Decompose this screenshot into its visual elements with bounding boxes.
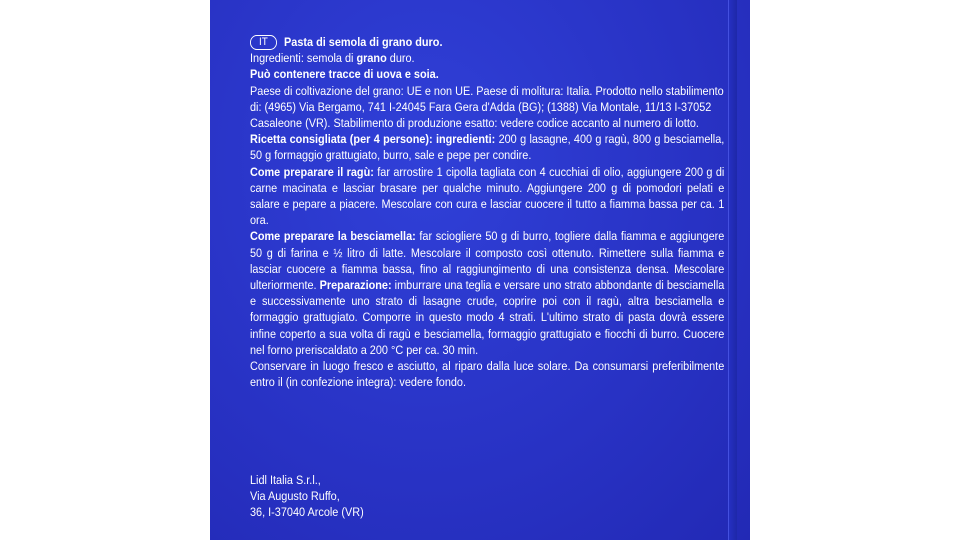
origin-paragraph: Paese di coltivazione del grano: UE e non UE. Paese di molitura: Italia. Prodotto nello stabilimento di: (4965) Via Bergamo, 741 I-24045 Fara Gera d'Adda (BG); (1388) Via Montale, 11/13 I-37052 Casaleone (VR). Stabilimento di produzione esatto: vedere codice accanto al numero di lotto. xyxy=(250,83,724,131)
preparation-heading: Preparazione: xyxy=(319,278,392,293)
preparation-body: imburrare una teglia e versare uno strato abbondante di besciamella e successivamente uno strato di lasagne crude, coprire poi con il ragù, altra besciamella e formaggio grattugiato. Comporre in questo modo 4 strati. L'ultimo strato di pasta dovrà essere infine coperto a sua volta di ragù e besciamella, formaggio grattugiato e fiocchi di burro. Cuocere nel forno preriscaldato a 200 °C per ca. 30 min. xyxy=(250,278,725,357)
besciamella-heading: Come preparare la besciamella: xyxy=(250,229,416,244)
ingredients-end: duro. xyxy=(386,51,415,66)
address-city: 36, I-37040 Arcole (VR) xyxy=(250,505,364,520)
company-name: Lidl Italia S.r.l., xyxy=(250,473,321,487)
storage-paragraph: Conservare in luogo fresco e asciutto, al riparo dalla luce solare. Da consumarsi preferibilmente entro il (in confezione integra): vedere fondo. xyxy=(250,359,725,390)
language-badge: IT xyxy=(250,35,277,50)
recipe-body: 200 g lasagne, 400 g ragù, 800 g besciamella, 50 g formaggio grattugiato, burro, sale e pepe per condire. xyxy=(250,132,725,163)
manufacturer-address xyxy=(250,472,364,521)
ragu-paragraph xyxy=(250,164,724,229)
ingredients-text: Ingredienti: semola di xyxy=(250,51,357,66)
allergen-grain: grano xyxy=(356,51,387,66)
title-line xyxy=(250,34,724,50)
ragu-body: far arrostire 1 cipolla tagliata con 4 cucchiai di olio, aggiungere 200 g di carne macinata e lasciar brasare per qualche minuto. Aggiungere 200 g di pomodori pelati e salare e pepare a piacere. Mescolare con cura e lasciar cuocere il tutto a fiamma bassa per ca. 1 ora. xyxy=(250,164,725,228)
label-text-block xyxy=(250,34,724,390)
besciamella-body: far sciogliere 50 g di burro, togliere dalla fiamma e aggiungere 50 g di farina e ½ litro di latte. Mescolare il composto così ottenuto. Rimettere sulla fiamma e lasciar cuocere a fiamma bassa, fino al raggiungimento di una consistenza densa. Mescolare ulteriormente. xyxy=(250,229,725,293)
allergen-warning: Può contenere tracce di uova e soia. xyxy=(250,67,439,82)
besciamella-paragraph xyxy=(250,228,724,358)
address-street: Via Augusto Ruffo, xyxy=(250,489,340,504)
recipe-paragraph xyxy=(250,131,724,163)
ingredients-line xyxy=(250,50,724,66)
package-edge xyxy=(728,0,737,540)
ragu-heading: Come preparare il ragù: xyxy=(250,164,374,179)
recipe-heading: Ricetta consigliata (per 4 persone): ingredienti: xyxy=(250,132,496,147)
product-title: Pasta di semola di grano duro. xyxy=(284,35,443,49)
